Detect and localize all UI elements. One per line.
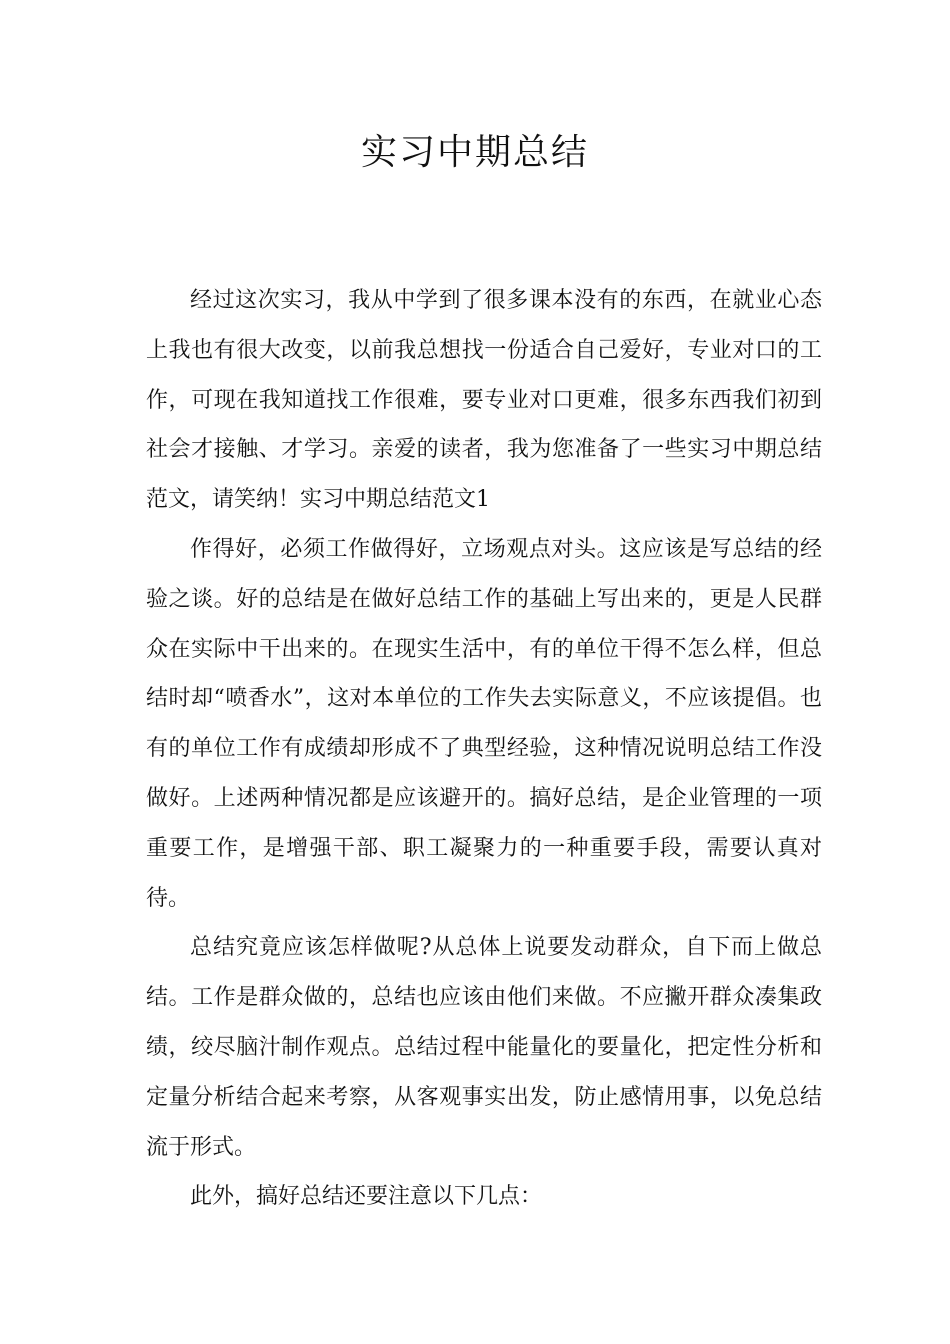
document-title: 实习中期总结: [360, 132, 589, 173]
paragraph-2: 作得好，必须工作做得好，立场观点对头。这应该是写总结的经验之谈。好的总结是在做好总结工作的基础上写出来的，更是人民群众在实际中干出来的。在现实生活中，有的单位干得不怎么样，但总结时却“喷香水”，这对本单位的工作失去实际意义，不应该提倡。也有的单位工作有成绩却形成不了典型经验，这种情况说明总结工作没做好。上述两种情况都是应该避开的。搞好总结，是企业管理的一项重要工作，是增强干部、职工凝聚力的一种重要手段，需要认真对待。: [146, 536, 822, 911]
paragraph-3: 总结究竟应该怎样做呢?从总体上说要发动群众，自下而上做总结。工作是群众做的，总结也应该由他们来做。不应撇开群众凑集政绩，绞尽脑汁制作观点。总结过程中能量化的要量化，把定性分析和定量分析结合起来考察，从客观事实出发，防止感情用事，以免总结流于形式。: [146, 935, 822, 1160]
paragraph-4: 此外，搞好总结还要注意以下几点：: [190, 1184, 543, 1210]
paragraph-1: 经过这次实习，我从中学到了很多课本没有的东西，在就业心态上我也有很大改变，以前我总想找一份适合自己爱好，专业对口的工作，可现在我知道找工作很难，要专业对口更难，很多东西我们初到社会才接触、才学习。亲爱的读者，我为您准备了一些实习中期总结范文，请笑纳！实习中期总结范文1: [146, 288, 822, 513]
document-body: [146, 276, 822, 1222]
